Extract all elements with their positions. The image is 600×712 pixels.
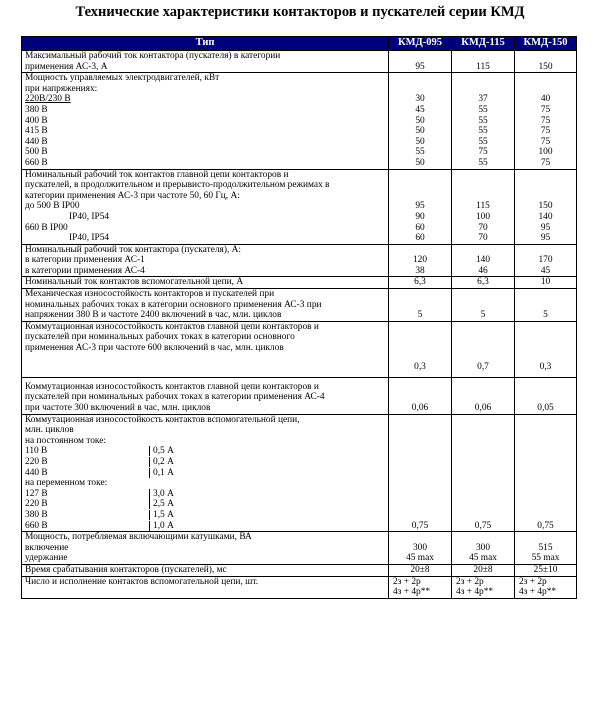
label-line: 220В/230 В xyxy=(25,94,71,105)
value: 55 xyxy=(415,147,425,158)
label-line: на переменном токе: xyxy=(25,478,108,489)
header-kmd-115: КМД-115 xyxy=(452,37,515,51)
label-line: 440 В xyxy=(25,136,48,147)
label-line: номинальных рабочих токах в категории основного применения АС-3 при xyxy=(25,299,322,310)
value-cell xyxy=(515,169,577,244)
label-line: Мощность управляемых электродвигателей, кВт xyxy=(25,73,220,84)
value-cell xyxy=(389,414,452,532)
voltage-line: 440 В 0,1 А xyxy=(25,467,174,478)
label-line: 500 В xyxy=(25,147,48,158)
label-line: в категории применения АС-1 xyxy=(25,255,145,266)
value-cell xyxy=(515,244,577,277)
value: 46 xyxy=(478,265,488,276)
label-line: применения АС-3 при частоте 600 включений в час, млн. циклов xyxy=(25,343,284,354)
table-row xyxy=(22,321,577,377)
value-cell xyxy=(515,51,577,73)
value: 120 xyxy=(412,255,428,266)
table-row xyxy=(22,414,577,532)
voltage-line: 380 В 1,5 А xyxy=(25,509,174,520)
value: 60 xyxy=(415,222,425,233)
label-line: применения АС-3, А xyxy=(25,61,108,72)
table-row xyxy=(22,377,577,414)
voltage-line: 127 В 3,0 А xyxy=(25,488,174,499)
label-line: категории применения АС-3 при частоте 50, 60 Гц, А: xyxy=(25,190,240,201)
value: 45 max xyxy=(406,553,434,564)
value: 0,3 xyxy=(414,362,426,373)
specs-table xyxy=(21,36,577,599)
value: 115 xyxy=(476,61,490,72)
label-line: Время срабатывания контакторов (пускателей), мс xyxy=(25,564,227,575)
label-line: напряжении 380 В и частоте 2400 включений в час, млн. циклов xyxy=(25,310,282,321)
value-cell xyxy=(452,564,515,576)
label-line: до 500 В IP00 xyxy=(25,201,80,212)
row-label xyxy=(22,289,389,322)
label-line: Механическая износостойкость контакторов и пускателей при xyxy=(25,289,275,300)
value-cell xyxy=(515,532,577,565)
value: 90 xyxy=(415,211,425,222)
value: 75 xyxy=(540,104,551,115)
value-cell xyxy=(515,277,577,289)
value: 55 xyxy=(478,104,488,115)
value: 75 xyxy=(540,157,551,168)
table-row xyxy=(22,289,577,322)
value: 100 xyxy=(475,211,491,222)
value: 2з + 2р xyxy=(456,576,484,587)
value: 0,75 xyxy=(474,520,492,531)
value: 50 xyxy=(415,115,425,126)
value: 6,3 xyxy=(414,277,426,288)
label-line: удержание xyxy=(25,553,68,564)
label-line: в категории применения АС-4 xyxy=(25,265,145,276)
label-line: при напряжениях: xyxy=(25,83,98,94)
label-line: пускателей, в продолжительном и прерывисто-продолжительном режимах в xyxy=(25,180,330,191)
value-cell xyxy=(389,244,452,277)
value: 5 xyxy=(480,310,486,321)
value-cell xyxy=(389,576,452,598)
value-cell xyxy=(452,414,515,532)
value-cell xyxy=(452,321,515,377)
value: 50 xyxy=(415,157,425,168)
value: 4з + 4р** xyxy=(456,587,494,598)
value: 5 xyxy=(417,310,423,321)
row-label xyxy=(22,414,389,532)
value: 0,06 xyxy=(411,403,429,414)
row-label xyxy=(22,576,389,598)
value-cell xyxy=(515,576,577,598)
value: 75 xyxy=(478,147,488,158)
table-row xyxy=(22,169,577,244)
label-line: Номинальный рабочий ток контактора (пускателя), А: xyxy=(25,244,242,255)
value: 0,3 xyxy=(539,362,552,373)
table-row xyxy=(22,564,577,576)
label-line: млн. циклов xyxy=(25,425,74,436)
value: 150 xyxy=(538,201,553,212)
label-line: Коммутационная износостойкость контактов вспомогательной цепи, xyxy=(25,414,300,425)
row-label xyxy=(22,73,389,169)
value: 60 xyxy=(415,233,425,244)
value: 140 xyxy=(538,211,553,222)
label-line: Число и исполнение контактов вспомогательной цепи, шт. xyxy=(25,576,259,587)
value-cell xyxy=(452,244,515,277)
value: 170 xyxy=(538,255,553,266)
value-cell xyxy=(389,73,452,169)
row-label xyxy=(22,321,389,377)
table-row xyxy=(22,244,577,277)
label-line: при частоте 300 включений в час, млн. циклов xyxy=(25,403,211,414)
value-cell xyxy=(452,289,515,322)
value: 50 xyxy=(415,136,425,147)
value: 0,05 xyxy=(537,403,554,414)
value-cell xyxy=(389,564,452,576)
label-line: Мощность, потребляемая включающими катушками, ВА xyxy=(25,532,252,543)
value-cell xyxy=(515,321,577,377)
value-cell xyxy=(515,414,577,532)
label-line: 415 В xyxy=(25,126,48,137)
label-line: Коммутационная износостойкость контактов главной цепи контакторов и xyxy=(25,321,319,332)
value: 140 xyxy=(475,255,491,266)
label-line: IP40, IP54 xyxy=(69,233,110,244)
value: 20±8 xyxy=(473,564,493,575)
value: 150 xyxy=(538,61,553,72)
header-kmd-150: КМД-150 xyxy=(515,37,577,51)
value: 6,3 xyxy=(477,277,489,288)
value-cell xyxy=(515,73,577,169)
value: 0,7 xyxy=(477,362,489,373)
value: 0,06 xyxy=(474,403,492,414)
header-kmd-095: КМД-095 xyxy=(389,37,452,51)
document-title: Технические характеристики контакторов и пускателей серии КМД xyxy=(75,4,525,20)
table-row xyxy=(22,73,577,169)
value-cell xyxy=(452,73,515,169)
value: 25±10 xyxy=(533,564,558,575)
label-line: пускателей при номинальных рабочих токах в категории основного xyxy=(25,332,295,343)
value-cell xyxy=(452,532,515,565)
value: 0,75 xyxy=(411,520,429,531)
value: 38 xyxy=(415,265,425,276)
value: 5 xyxy=(543,310,548,321)
value-cell xyxy=(389,277,452,289)
value-cell xyxy=(452,377,515,414)
row-label xyxy=(22,51,389,73)
value: 55 xyxy=(478,115,488,126)
value: 95 xyxy=(415,61,425,72)
header-row xyxy=(22,37,577,51)
table-row xyxy=(22,576,577,598)
value-cell xyxy=(515,377,577,414)
value: 75 xyxy=(540,115,551,126)
value: 100 xyxy=(538,147,553,158)
value: 45 max xyxy=(469,553,497,564)
value: 300 xyxy=(412,542,428,553)
value-cell xyxy=(389,169,452,244)
table-row xyxy=(22,532,577,565)
row-label xyxy=(22,377,389,414)
value-cell xyxy=(452,277,515,289)
value-cell xyxy=(452,169,515,244)
value: 30 xyxy=(415,94,425,105)
label-line: 660 В IP00 xyxy=(25,222,68,233)
label-line: пускателей при номинальных рабочих токах в категории применения АС-4 xyxy=(25,392,325,403)
value: 70 xyxy=(478,233,488,244)
label-line: Номинальный рабочий ток контактов главной цепи контакторов и xyxy=(25,169,289,180)
value: 45 xyxy=(415,104,425,115)
value: 115 xyxy=(476,201,490,212)
value: 45 xyxy=(540,265,551,276)
value-cell xyxy=(389,377,452,414)
header-type: Тип xyxy=(22,37,389,51)
value: 95 xyxy=(415,201,425,212)
value-cell xyxy=(452,576,515,598)
row-label xyxy=(22,564,389,576)
value-cell xyxy=(389,532,452,565)
value: 20±8 xyxy=(410,564,430,575)
value: 50 xyxy=(415,126,425,137)
value: 10 xyxy=(540,277,551,288)
table-row xyxy=(22,277,577,289)
value: 95 xyxy=(540,233,551,244)
row-label xyxy=(22,169,389,244)
value: 37 xyxy=(478,94,488,105)
value-cell xyxy=(515,564,577,576)
value-cell xyxy=(389,321,452,377)
value: 40 xyxy=(540,94,551,105)
voltage-line: 660 В 1,0 А xyxy=(25,520,174,531)
label-line: 380 В xyxy=(25,104,48,115)
label-line: Коммутационная износостойкость контактов главной цепи контакторов и xyxy=(25,381,319,392)
row-label xyxy=(22,532,389,565)
value: 300 xyxy=(475,542,491,553)
value: 4з + 4р** xyxy=(519,587,557,598)
value: 75 xyxy=(540,136,551,147)
value: 55 xyxy=(478,157,488,168)
value-cell xyxy=(515,289,577,322)
label-line: IP40, IP54 xyxy=(69,211,110,222)
value: 55 xyxy=(478,126,488,137)
value: 4з + 4р** xyxy=(393,587,431,598)
value: 515 xyxy=(538,542,553,553)
voltage-line: 110 В 0,5 А xyxy=(25,446,174,457)
value: 55 xyxy=(478,136,488,147)
label-line: Номинальный ток контактов вспомогательной цепи, А xyxy=(25,277,244,288)
value-cell xyxy=(452,51,515,73)
label-line: на постоянном токе: xyxy=(25,435,106,446)
table-row xyxy=(22,51,577,73)
value: 2з + 2р xyxy=(519,576,547,587)
label-line: 660 В xyxy=(25,157,48,168)
value: 75 xyxy=(540,126,551,137)
label-line: 400 В xyxy=(25,115,48,126)
voltage-line: 220 В 0,2 А xyxy=(25,457,174,467)
value-cell xyxy=(389,289,452,322)
label-line: включение xyxy=(25,542,69,553)
value: 55 max xyxy=(531,553,560,564)
value: 2з + 2р xyxy=(393,576,421,587)
row-label xyxy=(22,244,389,277)
value-cell xyxy=(389,51,452,73)
value: 70 xyxy=(478,222,488,233)
value: 95 xyxy=(540,222,551,233)
voltage-line: 220 В 2,5 А xyxy=(25,499,174,510)
value: 0,75 xyxy=(537,520,554,531)
label-line: Максимальный рабочий ток контактора (пускателя) в категории xyxy=(25,51,281,61)
row-label xyxy=(22,277,389,289)
